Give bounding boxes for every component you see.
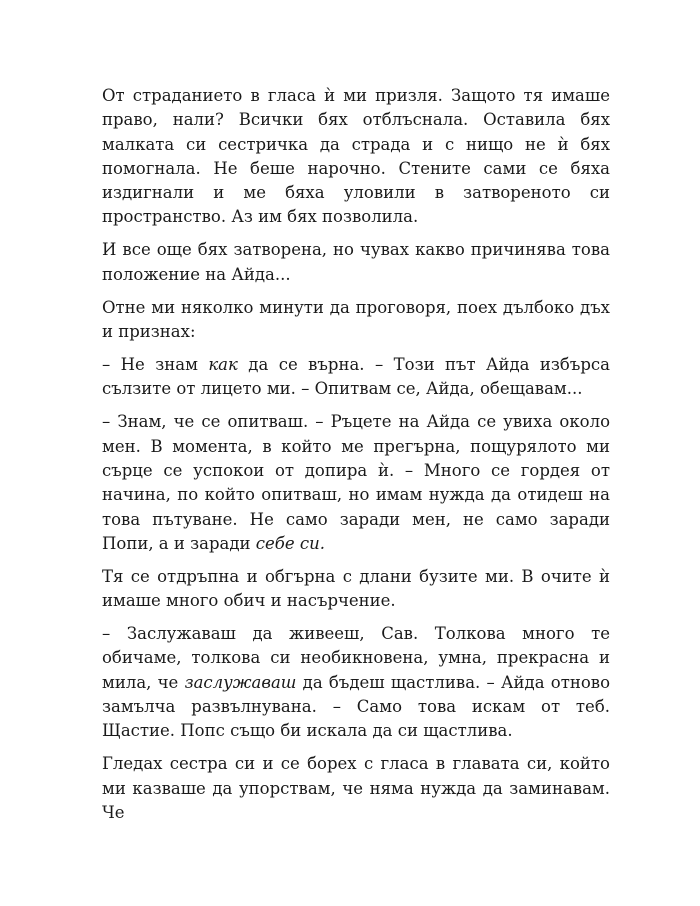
paragraph bbox=[102, 296, 610, 345]
paragraph bbox=[102, 353, 610, 402]
text-run: – Знам, че се опитваш. – Ръцете на Айда се увиха около мен. В момента, в който ме прегърна, пощурялото ми сърце се успокои от допира ѝ. – Много се гордея от начина, по който опитваш, но имам нужда да отидеш на това пътуване. Не само заради мен, не само заради Попи, а и заради bbox=[102, 412, 610, 553]
italic-text-run: себе си. bbox=[255, 533, 325, 553]
text-run: Тя се отдръпна и обгърна с длани бузите ми. В очите ѝ имаше много обич и насърчение. bbox=[102, 566, 610, 611]
text-run: И все още бях затворена, но чувах какво причинява това положение на Айда... bbox=[102, 240, 610, 284]
paragraph bbox=[102, 752, 610, 825]
text-run: да се върна. – Този път Айда избърса сълзите от лицето ми. – Опитвам се, Айда, обещавам... bbox=[102, 355, 610, 399]
paragraph bbox=[102, 622, 610, 743]
paragraph bbox=[102, 238, 610, 287]
text-run: Отне ми няколко минути да проговоря, поех дълбоко дъх и признах: bbox=[102, 297, 610, 342]
paragraph bbox=[102, 565, 610, 614]
italic-text-run: как bbox=[208, 355, 238, 375]
text-run: – Заслужаваш да живееш, Сав. Толкова много те обичаме, толкова си необикновена, умна, прекрасна и мила, че bbox=[102, 624, 610, 692]
paragraph bbox=[102, 84, 610, 230]
text-run: да бъдеш щастлива. – Айда отново замълча развълнувана. – Само това искам от теб. Щастие. Попс също би искала да си щастлива. bbox=[102, 672, 611, 741]
text-run: От страданието в гласа ѝ ми призля. Защото тя имаше право, нали? Всички бях отблъснала. Оставила бях малката си сестричка да страда и с нищо не ѝ бях помогнала. Не беше нарочно. Стените сами се бяха издигнали и ме бяха уловили в затвореното си пространство. Аз им бях позволила. bbox=[102, 86, 610, 227]
text-run: Гледах сестра си и се борех с гласа в главата си, който ми казваше да упорствам, че няма нужда да заминавам. Че bbox=[102, 754, 610, 822]
book-page-text bbox=[102, 84, 610, 825]
text-run: – Не знам bbox=[102, 355, 209, 375]
italic-text-run: заслужаваш bbox=[184, 672, 297, 692]
paragraph bbox=[102, 410, 610, 556]
